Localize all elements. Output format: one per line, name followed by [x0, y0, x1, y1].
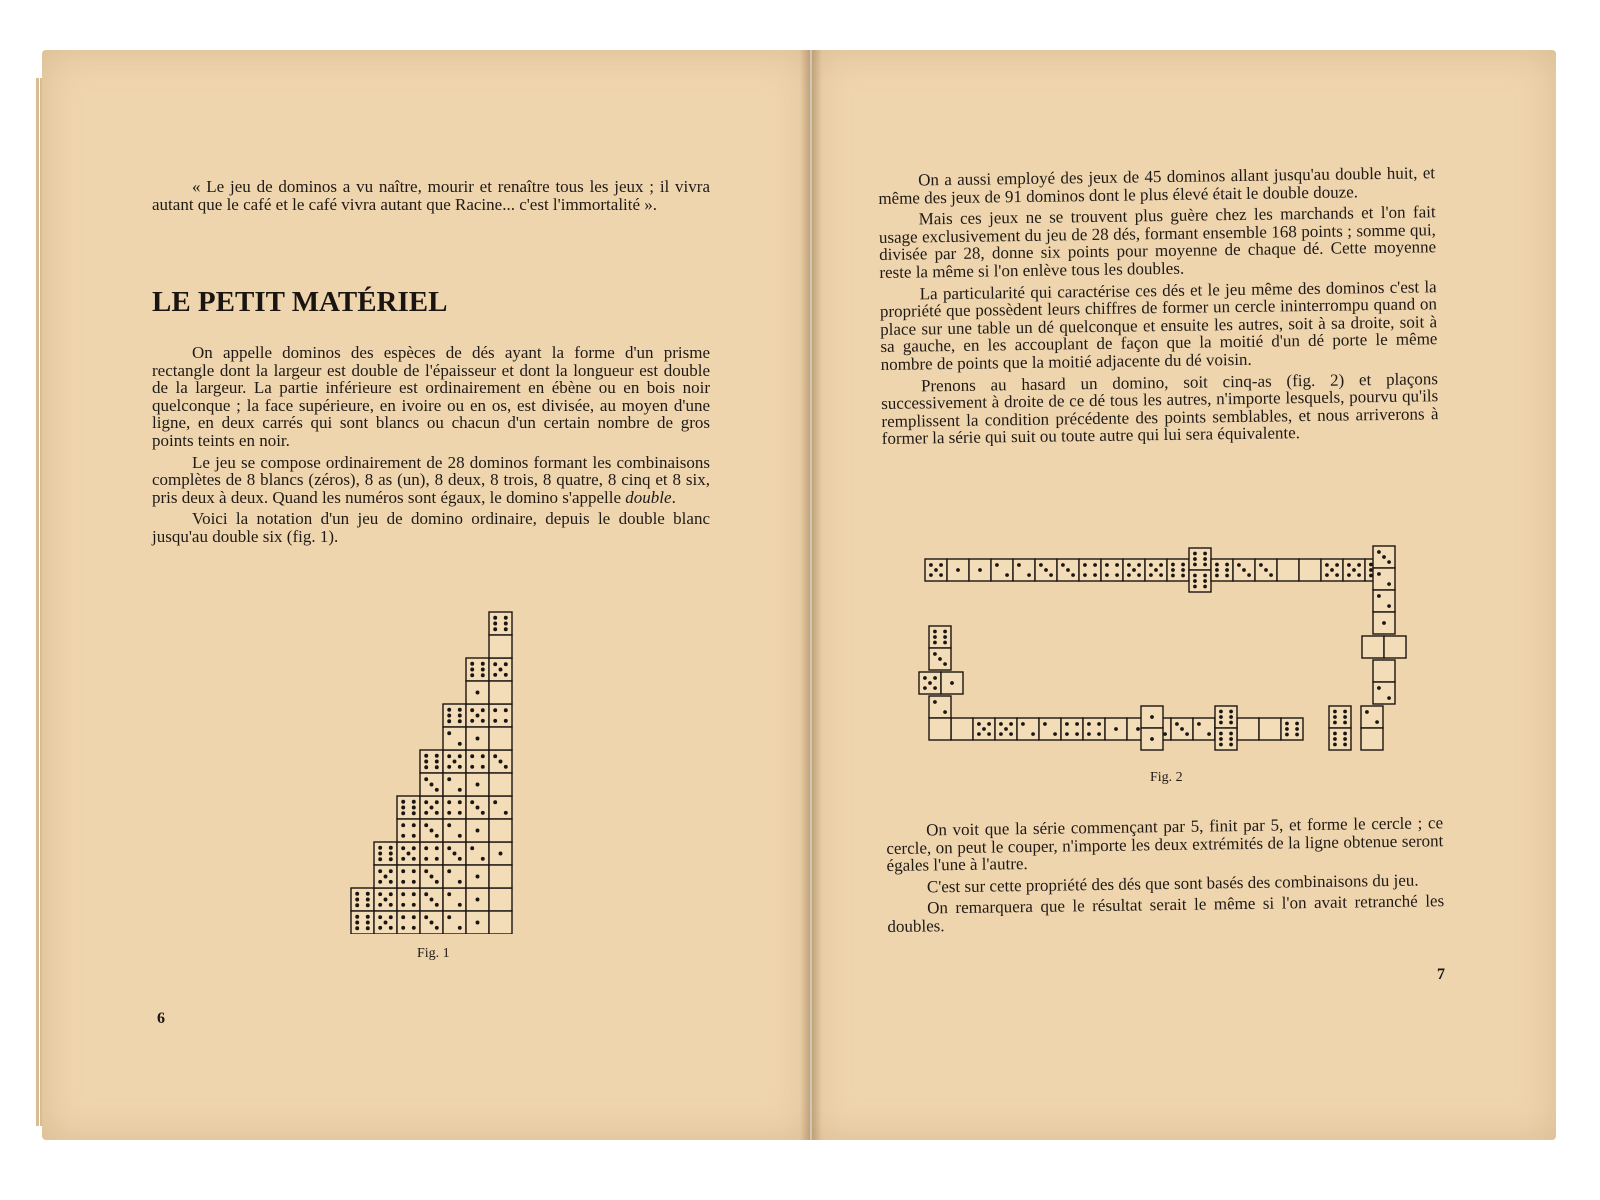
paragraph-text: Le jeu se compose ordinairement de 28 dominos formant les combinaisons complètes de 8 blancs (zéros), 8 as (un), 8 deux, 8 trois, 8 quatre, 8 cinq et 8 six, pris deux à deux. Quand les numéros sont égaux, le domino s'appelle — [152, 452, 710, 507]
page-number-left: 6 — [157, 1010, 165, 1027]
paragraph: Mais ces jeux ne se trouvent plus guère chez les marchands et l'on fait usage exclusivement du jeu de 28 dés, formant ensemble 168 points ; somme qui, divisée par 28, donne six points pour moyenne de chaque dé. Cette moyenne reste la même si l'on enlève tous les doubles. — [878, 202, 1437, 282]
paragraph — [152, 454, 710, 507]
right-page-body-top — [878, 164, 1439, 452]
section-heading: LE PETIT MATÉRIEL — [152, 286, 448, 318]
paragraph: On voit que la série commençant par 5, finit par 5, et forme le cercle ; ce cercle, on peut le couper, n'importe les deux extrémités de la ligne obtenue seront égales l'une à l'autre. — [886, 813, 1444, 876]
figure-2-domino-ring — [915, 540, 1425, 760]
figure-1-domino-triangle — [350, 594, 520, 934]
italic-word: double — [625, 487, 672, 507]
right-page-body-bottom — [886, 814, 1445, 939]
paragraph: On a aussi employé des jeux de 45 dominos allant jusqu'au double huit, et même des jeux de 91 dominos dont le plus élevé était le double douze. — [878, 163, 1436, 208]
opening-quote — [152, 178, 710, 217]
figure-1-caption: Fig. 1 — [417, 946, 450, 961]
paragraph-end: . — [671, 487, 676, 507]
paragraph: On remarquera que le résultat serait le même si l'on avait retranché les doubles. — [887, 891, 1445, 936]
paragraph: Prenons au hasard un domino, soit cinq-as (fig. 2) et plaçons successivement à droite de ce dé tous les autres, n'importe lesquels, pourvu qu'ils remplissent la condition précédente des points semblables, et nous arriverons à former la série qui suit ou toute autre qui lui sera équivalente. — [881, 368, 1439, 449]
figure-2-caption: Fig. 2 — [1150, 770, 1183, 785]
paragraph: On appelle dominos des espèces de dés ayant la forme d'un prisme rectangle dont la largeur est double de l'épaisseur et dont la longueur est double de la largeur. La partie inférieure est ordinairement en ébène ou en bois noir quelconque ; la face supérieure, en ivoire ou en os, est divisée, au moyen d'une ligne, en deux carrés qui sont blancs ou chacun d'un certain nombre de gros points teints en noir. — [152, 343, 710, 450]
page-edge-left — [36, 78, 39, 1126]
paragraph: Voici la notation d'un jeu de domino ordinaire, depuis le double blanc jusqu'au double six (fig. 1). — [152, 509, 710, 546]
paragraph: C'est sur cette propriété des dés que sont basés des combinaisons du jeu. — [926, 870, 1419, 897]
page-number-right: 7 — [1437, 966, 1445, 983]
paragraph: La particularité qui caractérise ces dés et le jeu même des dominos c'est la propriété que possèdent leurs chiffres de former un cercle ininterrompu quand on place sur une table un dé quelconque et ensuite les autres, soit à sa droite, soit à sa gauche, en les accouplant de façon que la moitié d'un dé porte le même nombre de points que la moitié adjacente du dé voisin. — [879, 276, 1438, 374]
quote-text: « Le jeu de dominos a vu naître, mourir et renaître tous les jeux ; il vivra autant que le café et le café vivra autant que Racine... c'est l'immortalité ». — [152, 177, 710, 214]
book-gutter — [800, 50, 822, 1140]
left-page-body — [152, 344, 710, 550]
